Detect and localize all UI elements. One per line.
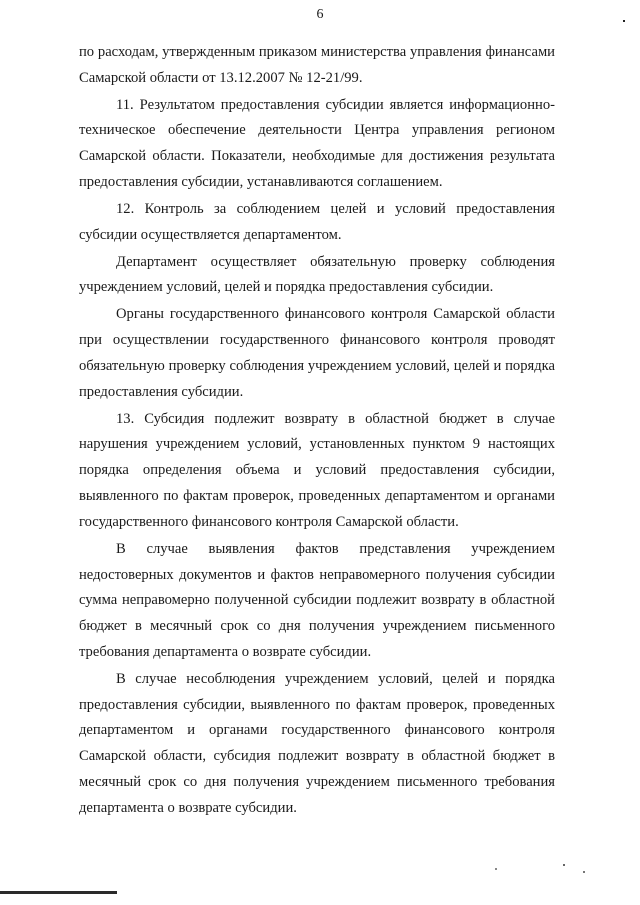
paragraph-noncompliance: В случае несоблюдения учреждением условий, целей и порядка предоставления субсидии, выявленного по фактам проверок, проведенных департаментом и органами государственного финансового контроля Самарской области, субсидия подлежит возврату в областной бюджет в месячный срок со дня получения учреждением письменного требования департамента о возврате субсидии. xyxy=(79,670,555,816)
scan-speck xyxy=(495,868,497,870)
paragraph-false-documents: В случае выявления фактов представления учреждением недостоверных документов и фактов неправомерного получения субсидии сумма неправомерно полученной субсидии подлежит возврату в областной бюджет в месячный срок со дня получения учреждением письменного требования департамента о возврате субсидии. xyxy=(79,540,555,660)
page-number: 6 xyxy=(316,7,324,22)
paragraph-department-check: Департамент осуществляет обязательную проверку соблюдения учреждением условий, целей и порядка предоставления субсидии. xyxy=(79,253,555,296)
paragraph-financial-control: Органы государственного финансового контроля Самарской области при осуществлении государственного финансового контроля проводят обязательную проверку соблюдения учреждением условий, целей и порядка предоставления субсидии. xyxy=(79,306,555,400)
footer-rule xyxy=(0,891,117,894)
scan-speck xyxy=(563,864,565,866)
paragraph-item-13: 13. Субсидия подлежит возврату в областной бюджет в случае нарушения учреждением условий, установленных пунктом 9 настоящих порядка определения объема и условий предоставления субсидии, выявленного по фактам проверок, проведенных департаментом и органами государственного финансового контроля Самарской области. xyxy=(79,410,555,530)
scan-speck xyxy=(623,20,625,22)
paragraph-item-11: 11. Результатом предоставления субсидии является информационно-техническое обеспечение деятельности Центра управления регионом Самарской области. Показатели, необходимые для достижения результата предоставления субсидии, устанавливаются соглашением. xyxy=(79,96,555,191)
paragraph-continuation: по расходам, утвержденным приказом министерства управления финансами Самарской области от 13.12.2007 № 12-21/99. xyxy=(79,44,555,86)
document-body xyxy=(79,40,555,823)
paragraph-item-12: 12. Контроль за соблюдением целей и условий предоставления субсидии осуществляется департаментом. xyxy=(79,200,555,243)
scan-speck xyxy=(583,871,585,873)
